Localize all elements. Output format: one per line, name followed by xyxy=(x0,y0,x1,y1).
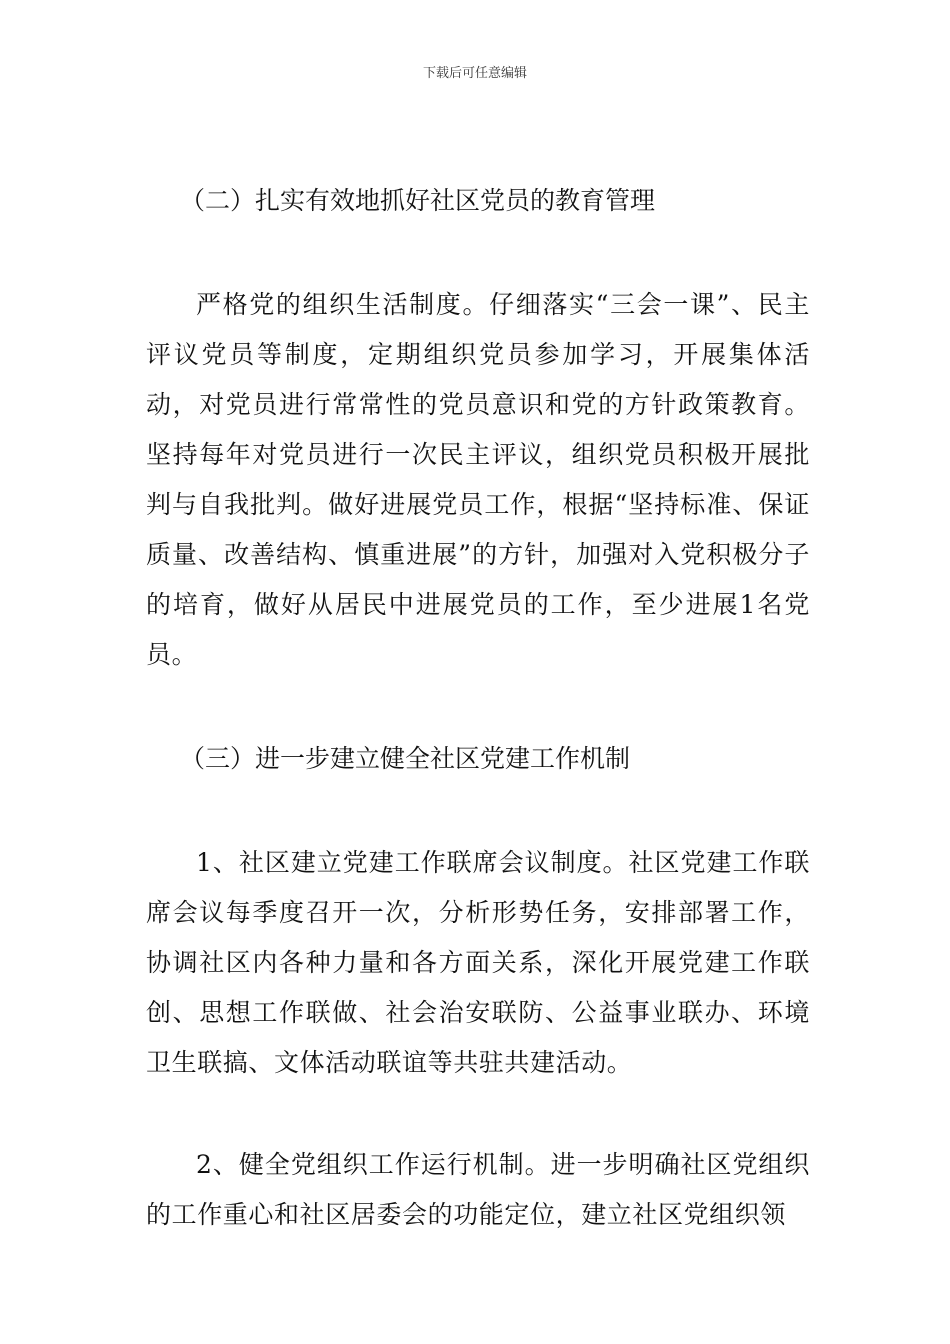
document-body xyxy=(146,176,810,1240)
spacer xyxy=(146,680,810,734)
section-heading-3: （三）进一步建立健全社区党建工作机制 xyxy=(180,744,631,773)
section-heading-2: （二）扎实有效地抓好社区党员的教育管理 xyxy=(180,186,656,215)
page-header: 下载后可任意编辑 xyxy=(422,66,527,81)
spacer xyxy=(146,784,810,838)
section-3-paragraph-1: 1、社区建立党建工作联席会议制度。社区党建工作联席会议每季度召开一次，分析形势任务，安排部署工作，协调社区内各种力量和各方面关系，深化开展党建工作联创、思想工作联做、社会治安联防、公益事业联办、环境卫生联搞、文体活动联谊等共驻共建活动。 xyxy=(146,848,810,1077)
section-2-paragraph: 严格党的组织生活制度。仔细落实“三会一课”、民主评议党员等制度，定期组织党员参加学习，开展集体活动，对党员进行常常性的党员意识和党的方针政策教育。坚持每年对党员进行一次民主评议，组织党员积极开展批判与自我批判。做好进展党员工作，根据“坚持标准、保证质量、改善结构、慎重进展”的方针，加强对入党积极分子的培育，做好从居民中进展党员的工作，至少进展1名党员。 xyxy=(146,290,810,669)
spacer xyxy=(146,1088,810,1140)
spacer xyxy=(146,226,810,280)
section-3-paragraph-2: 2、健全党组织工作运行机制。进一步明确社区党组织的工作重心和社区居委会的功能定位，建立社区党组织领 xyxy=(146,1150,810,1229)
